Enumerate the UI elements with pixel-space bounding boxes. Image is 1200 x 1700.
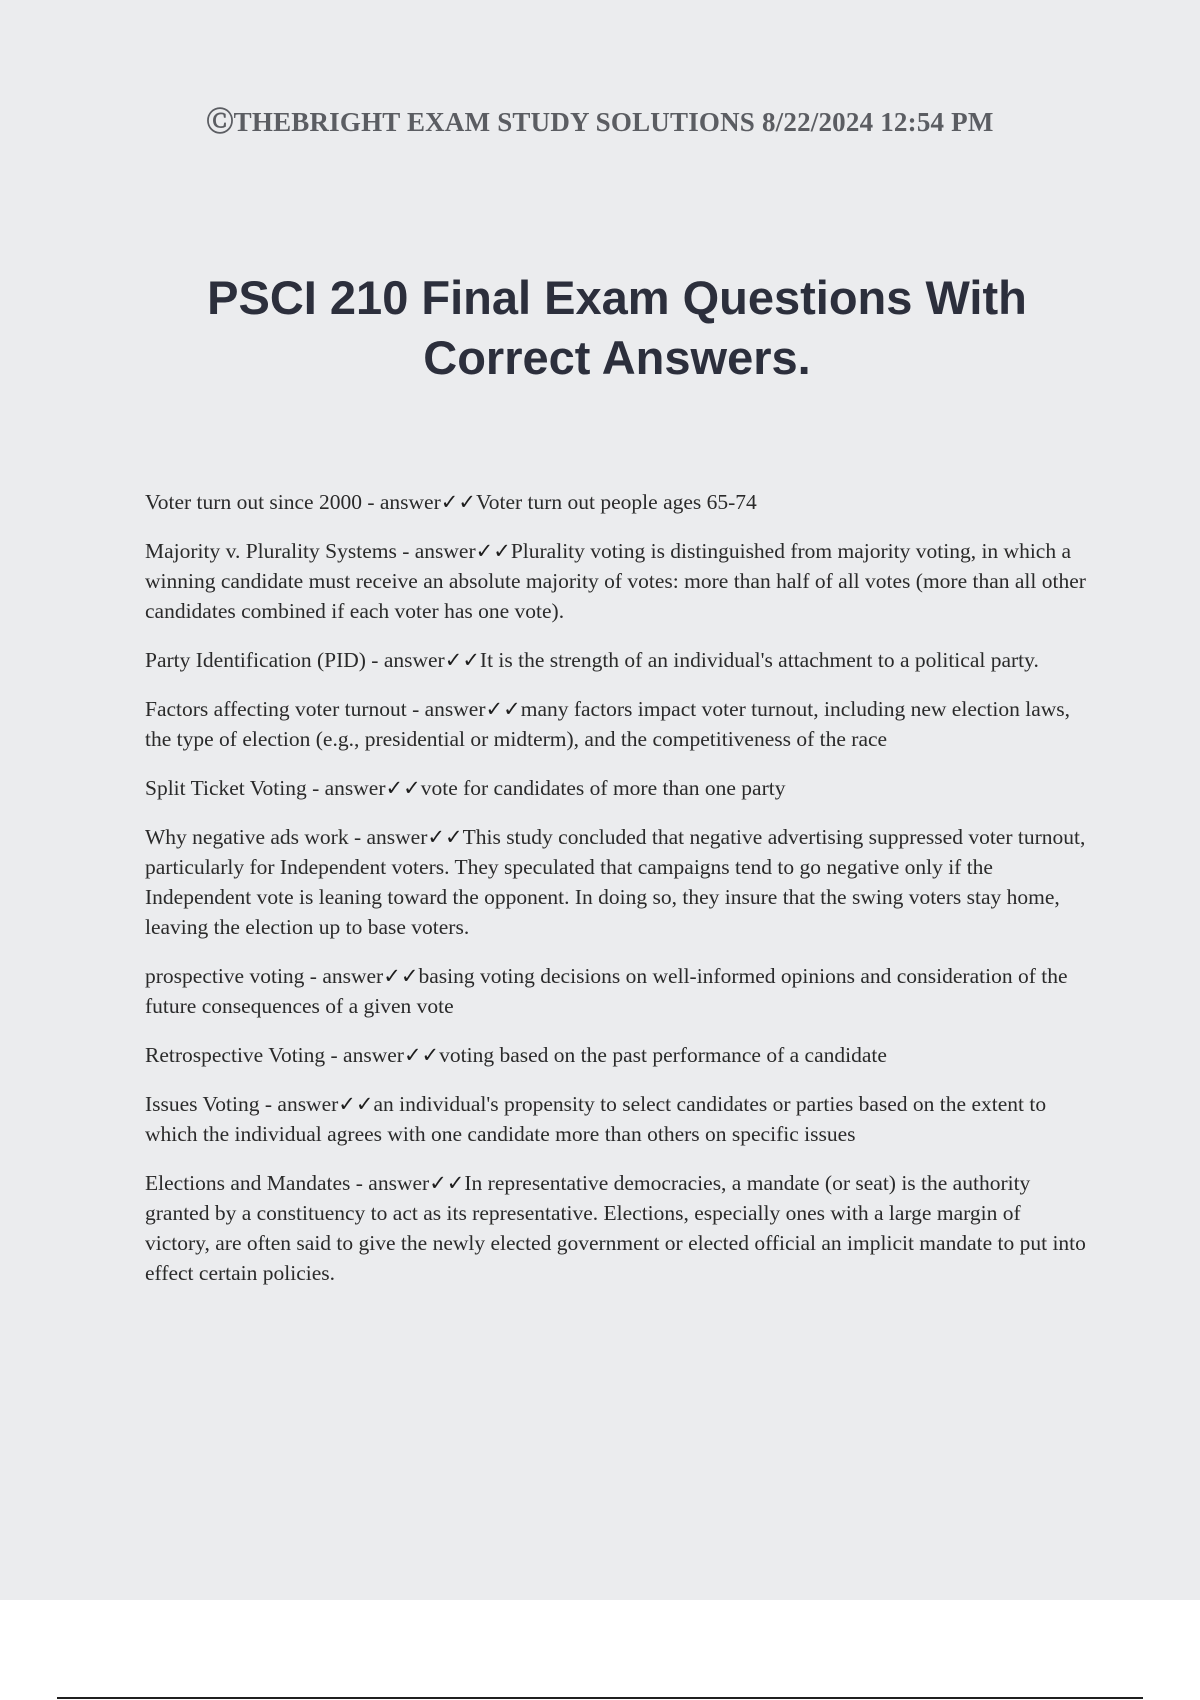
- qa-item: [145, 822, 1090, 942]
- qa-item: [145, 773, 1090, 803]
- check-icon: ✓✓: [427, 825, 463, 849]
- qa-list: [145, 487, 1090, 1307]
- title-line-1: PSCI 210 Final Exam Questions With: [207, 271, 1027, 324]
- page-header: ⒸTHEBRIGHT EXAM STUDY SOLUTIONS 8/22/2024 12:54 PM: [206, 107, 994, 137]
- question-text: Issues Voting - answer: [145, 1092, 339, 1116]
- qa-item: [145, 1040, 1090, 1070]
- qa-item: [145, 1168, 1090, 1288]
- check-icon: ✓✓: [385, 776, 421, 800]
- answer-text: an individual's propensity to select candidates or parties based on the extent to which the individual agrees with one candidate more than others on specific issues: [145, 1092, 1047, 1146]
- qa-item: [145, 536, 1090, 626]
- qa-item: [145, 694, 1090, 754]
- check-icon: ✓✓: [338, 1092, 374, 1116]
- question-text: prospective voting - answer: [145, 964, 384, 988]
- qa-item: [145, 961, 1090, 1021]
- answer-text: many factors impact voter turnout, including new election laws, the type of election (e.g., presidential or midterm), and the competitiveness of the race: [145, 697, 1071, 751]
- answer-text: Plurality voting is distinguished from majority voting, in which a winning candidate must receive an absolute majority of votes: more than half of all votes (more than all other candidates combined if each voter has one vote).: [145, 539, 1086, 623]
- question-text: Retrospective Voting - answer: [145, 1043, 404, 1067]
- check-icon: ✓✓: [403, 1043, 440, 1067]
- footer-divider: [57, 1697, 1143, 1699]
- check-icon: ✓✓: [475, 539, 511, 563]
- title-line-2: Correct Answers.: [423, 331, 811, 384]
- check-icon: ✓✓: [485, 697, 521, 721]
- qa-item: [145, 1089, 1090, 1149]
- qa-item: [145, 645, 1090, 675]
- answer-text: voting based on the past performance of a candidate: [439, 1043, 887, 1067]
- check-icon: ✓✓: [444, 648, 480, 672]
- check-icon: ✓✓: [383, 964, 419, 988]
- question-text: Split Ticket Voting - answer: [145, 776, 386, 800]
- document-title: [0, 268, 1200, 388]
- qa-item: [145, 487, 1090, 517]
- answer-text: Voter turn out people ages 65-74: [475, 490, 757, 514]
- question-text: Majority v. Plurality Systems - answer: [145, 539, 476, 563]
- question-text: Why negative ads work - answer: [145, 825, 428, 849]
- answer-text: It is the strength of an individual's attachment to a political party.: [479, 648, 1039, 672]
- check-icon: ✓✓: [429, 1171, 465, 1195]
- question-text: Factors affecting voter turnout - answer: [145, 697, 486, 721]
- question-text: Party Identification (PID) - answer: [145, 648, 445, 672]
- answer-text: This study concluded that negative advertising suppressed voter turnout, particularly for Independent voters. They speculated that campaigns tend to go negative only if the Independent vote is leaning toward the opponent. In doing so, they insure that the swing voters stay home, leaving the election up to base voters.: [145, 825, 1086, 939]
- answer-text: vote for candidates of more than one party: [420, 776, 786, 800]
- answer-text: basing voting decisions on well-informed opinions and consideration of the future consequences of a given vote: [145, 964, 1068, 1018]
- question-text: Elections and Mandates - answer: [145, 1171, 430, 1195]
- check-icon: ✓✓: [440, 490, 476, 514]
- answer-text: In representative democracies, a mandate (or seat) is the authority granted by a constituency to act as its representative. Elections, especially ones with a large margin of victory, are often said to give the newly elected government or elected official an implicit mandate to put into effect certain policies.: [145, 1171, 1086, 1285]
- question-text: Voter turn out since 2000 - answer: [145, 490, 441, 514]
